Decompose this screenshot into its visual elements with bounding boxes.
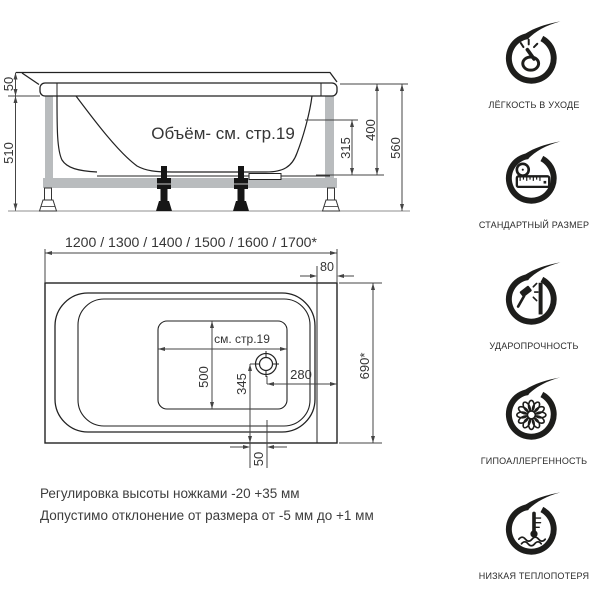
feature-label-low-heat-loss: НИЗКАЯ ТЕПЛОПОТЕРЯ [478, 571, 590, 581]
dim-drain-short: 280 [290, 367, 312, 382]
feature-label-standard-size: СТАНДАРТНЫЙ РАЗМЕР [478, 220, 590, 230]
dim-drain-long: 345 [234, 373, 249, 395]
dim-shell-height: 400 [363, 119, 378, 141]
flower-icon [501, 376, 567, 442]
plan-tub-outline [45, 283, 337, 443]
feature-label-easy-care: ЛЁГКОСТЬ В УХОДЕ [488, 100, 580, 110]
feature-label-hypoallergenic: ГИПОАЛЛЕРГЕННОСТЬ [480, 456, 588, 466]
dim-drain-edge: 50 [251, 451, 266, 467]
plan-dimensions [45, 249, 382, 468]
feature-easy-care [470, 20, 598, 110]
note-size-tolerance: Допустимо отклонение от размера от -5 мм до +1 мм [40, 508, 374, 523]
dim-rim-band: 80 [320, 260, 334, 274]
tub-rim [16, 73, 337, 97]
dim-body-height: 510 [1, 142, 16, 164]
plan-dimension-arrows [45, 251, 375, 449]
footnotes [40, 483, 460, 527]
drain-fitting [249, 174, 281, 180]
dim-bottom-width: 500 [196, 366, 211, 388]
drain-symbol [253, 351, 279, 377]
side-view-drawing [0, 58, 470, 223]
dim-overall-width: 690* [357, 352, 372, 380]
feature-standard-size [470, 140, 598, 230]
hammer-impact-icon [501, 261, 567, 327]
feature-hypoallergenic [470, 376, 598, 466]
plan-view [0, 230, 480, 480]
feature-impact-resistance [470, 261, 598, 351]
thermometer-icon [501, 491, 567, 557]
bottom-length-note: см. стр.19 [214, 332, 270, 346]
outer-feet [40, 188, 340, 211]
dim-rim-height: 50 [1, 76, 16, 92]
tape-measure-icon [501, 140, 567, 206]
volume-note: Объём- см. стр.19 [151, 124, 295, 143]
dim-total-height: 560 [388, 137, 403, 159]
feature-label-impact: УДАРОПРОЧНОСТЬ [489, 341, 579, 351]
easy-care-hand-icon [501, 20, 567, 86]
feature-icons-column [470, 0, 598, 600]
lengths-label: 1200 / 1300 / 1400 / 1500 / 1600 / 1700* [65, 234, 318, 250]
feature-low-heat-loss [470, 491, 598, 581]
dim-inner-depth: 315 [338, 137, 353, 159]
note-feet-adjustment: Регулировка высоты ножками -20 +35 мм [40, 486, 300, 501]
adjustable-legs [156, 166, 249, 211]
